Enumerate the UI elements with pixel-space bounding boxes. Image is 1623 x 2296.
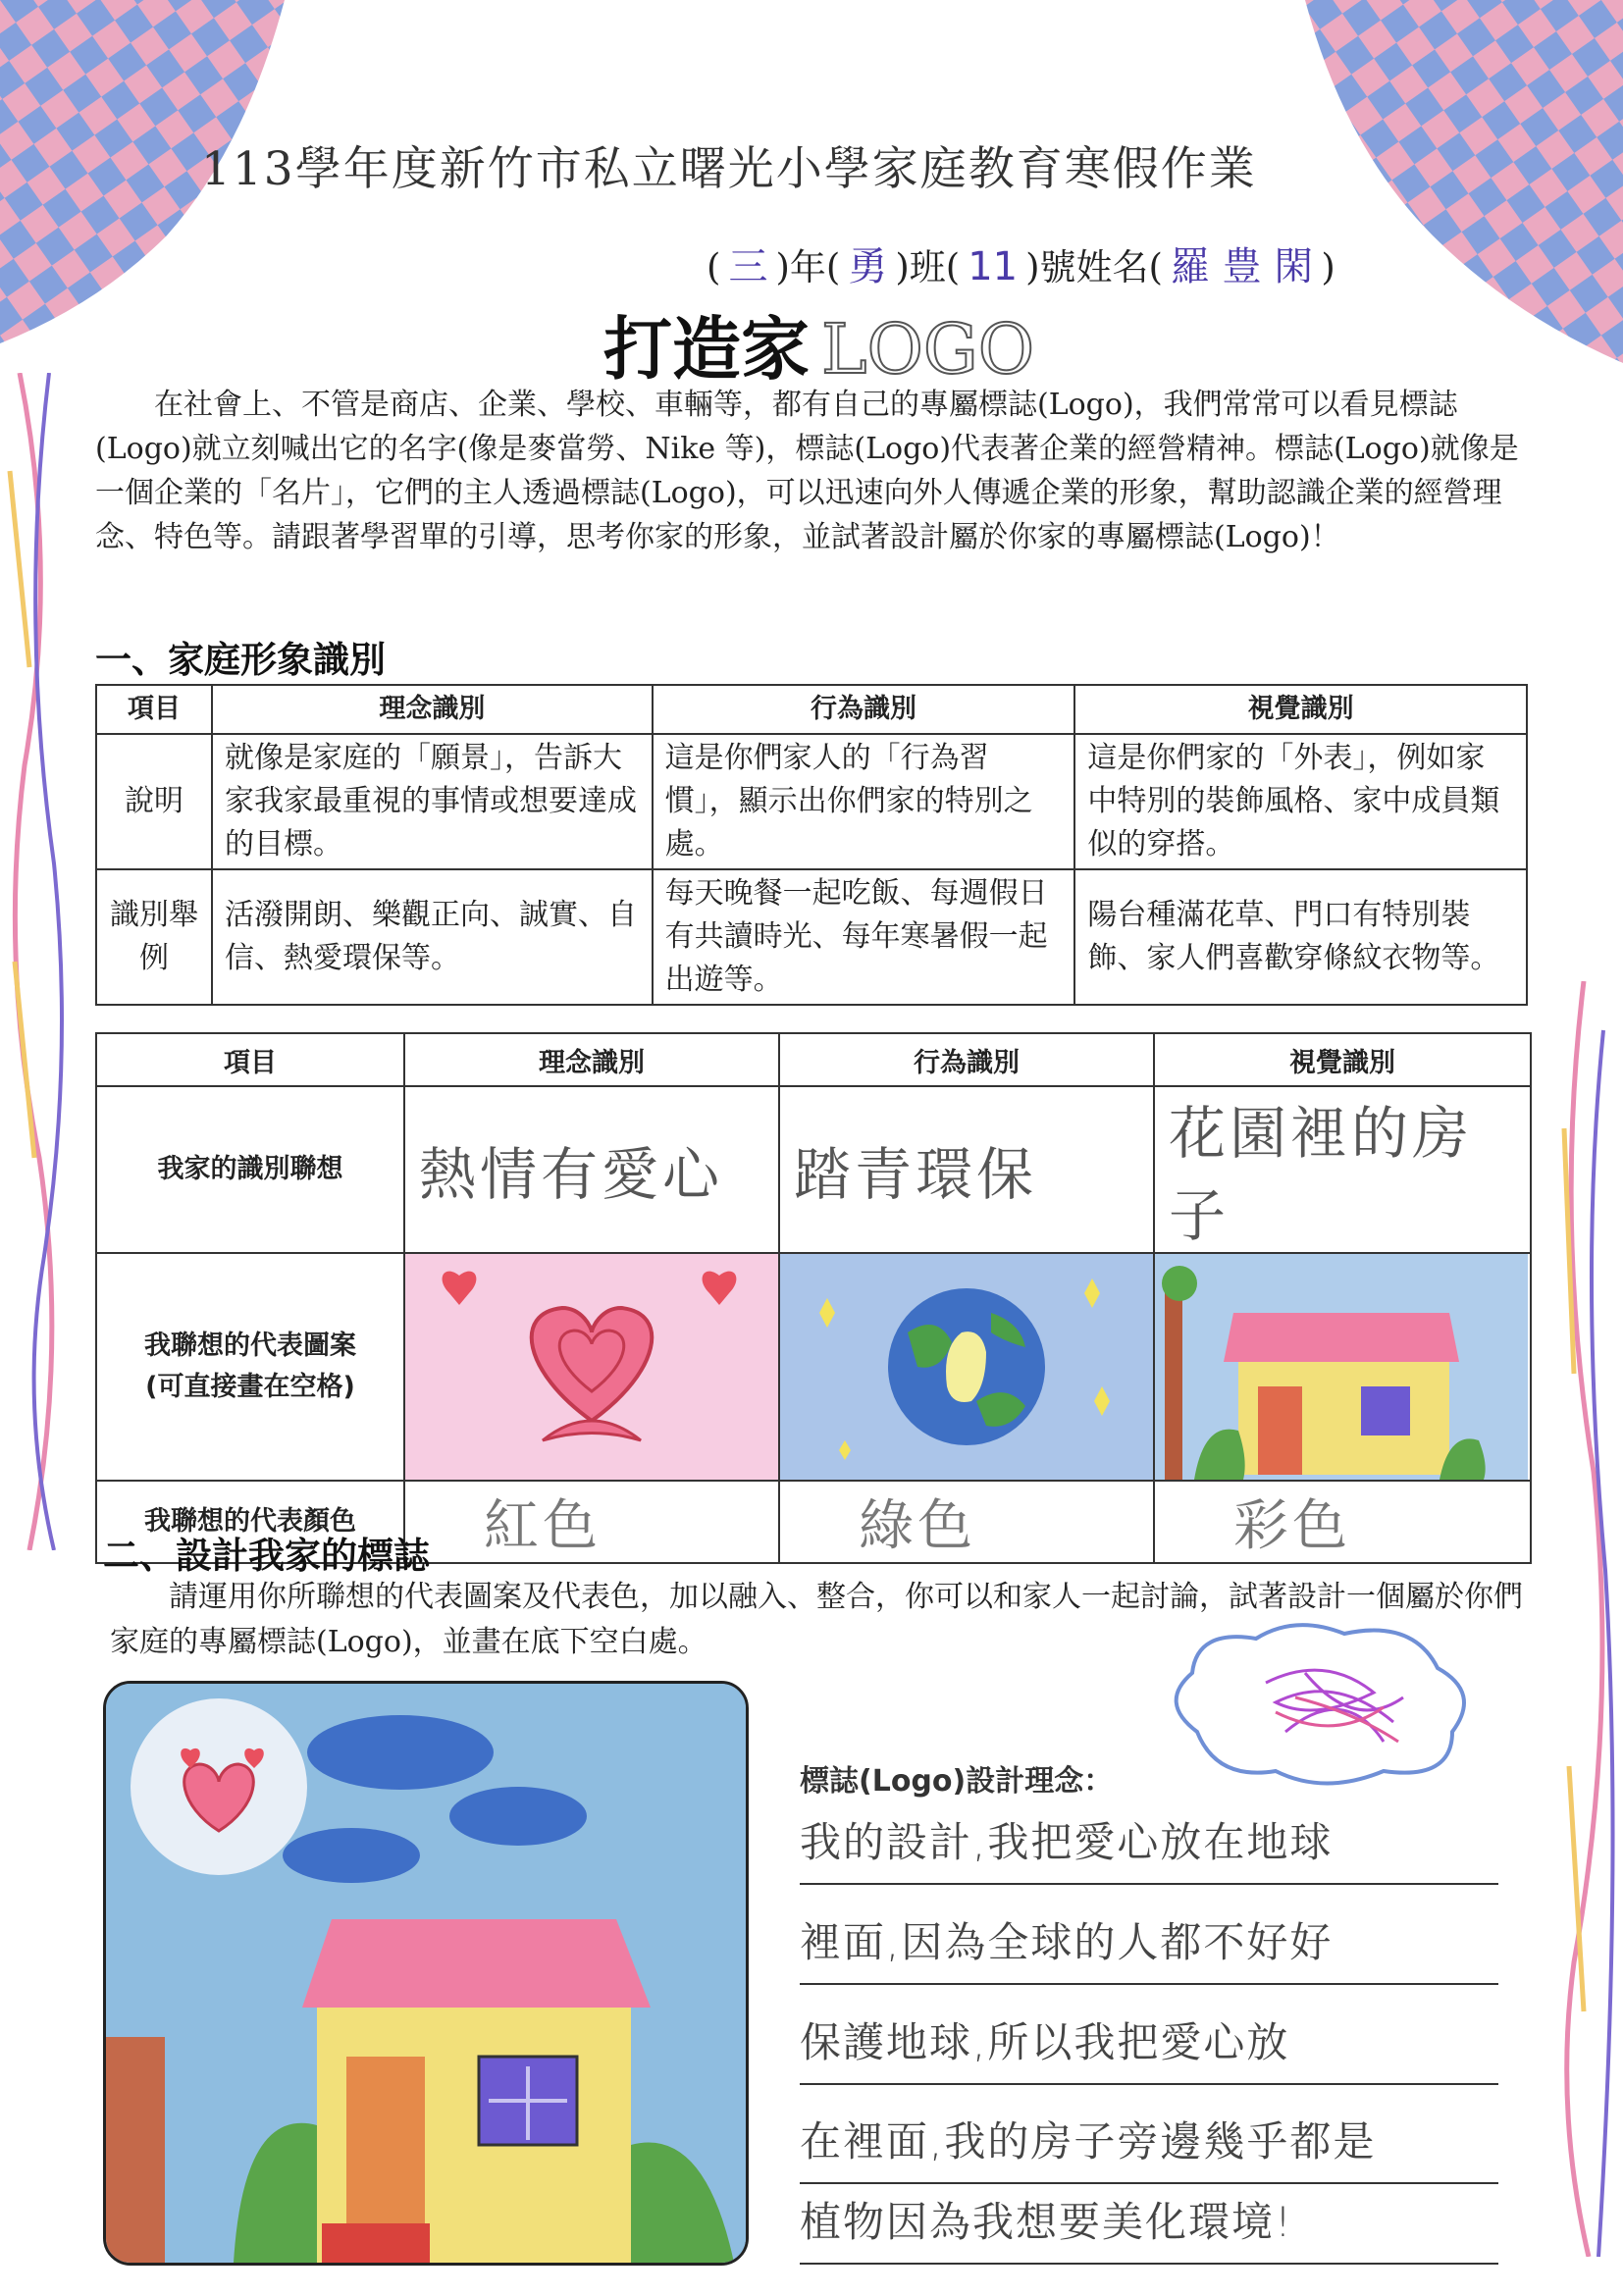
- row-label: [96, 1253, 404, 1481]
- heart-drawing: [404, 1253, 779, 1481]
- table-row: [96, 1086, 1531, 1253]
- family-association-table: [95, 1032, 1532, 1564]
- student-number: 11: [968, 244, 1019, 289]
- student-number-suffix: )號姓名(: [1025, 246, 1163, 288]
- row-label-line: 我聯想的代表圖案: [144, 1331, 356, 1361]
- table-header: 理念識別: [212, 685, 653, 734]
- scribble-cloud-drawing: [1158, 1614, 1482, 1791]
- section2-instruction: 請運用你所聯想的代表圖案及代表色，加以融入、整合，你可以和家人一起討論，試著設計一個屬於你們家庭的專屬標誌(Logo)，並畫在底下空白處。: [110, 1580, 1523, 1659]
- side-streamers-left: [0, 373, 79, 1550]
- identity-explanation-table: [95, 684, 1528, 1006]
- table-row: [96, 1253, 1531, 1481]
- table-header: 行為識別: [653, 685, 1075, 734]
- table-cell: 這是你們家的「外表」，例如家中特別的裝飾風格、家中成員類似的穿搭。: [1074, 734, 1527, 869]
- table-cell: 這是你們家人的「行為習慣」，顯示出你們家的特別之處。: [653, 734, 1075, 869]
- main-title-logo: LOGO: [821, 309, 1035, 390]
- worksheet-title: 113學年度新竹市私立曙光小學家庭教育寒假作業: [201, 142, 1257, 196]
- table-header: 視覺識別: [1154, 1033, 1531, 1086]
- row-label: 我家的識別聯想: [96, 1086, 404, 1253]
- handwritten-answer: 花園裡的房子: [1154, 1086, 1531, 1253]
- section2-heading: 二、設計我家的標誌: [103, 1535, 430, 1577]
- logo-drawing-area: [103, 1681, 749, 2266]
- design-concept-label: 標誌(Logo)設計理念：: [800, 1764, 1114, 1799]
- side-streamers-right: [1544, 981, 1623, 2257]
- section1-heading: 一、家庭形象識別: [95, 639, 386, 681]
- table-header: 項目: [96, 685, 212, 734]
- row-label: 說明: [96, 734, 212, 869]
- handwritten-answer: 彩色: [1154, 1481, 1531, 1563]
- student-grade: 三: [728, 244, 768, 289]
- intro-paragraph: 在社會上、不管是商店、企業、學校、車輛等，都有自己的專屬標誌(Logo)，我們常常可以看見標誌(Logo)就立刻喊出它的名字(像是麥當勞、Nike 等)，標誌(Logo)代表著企業的經營精神。標誌(Logo)就像是一個企業的「名片」，它們的主人透過標誌(Logo)，可以迅速向外人傳遞企業的形象，幫助認識企業的經營理念、特色等。請跟著學習單的引導，思考你家的形象，並試著設計屬於你家的專屬標誌(Logo)！: [95, 388, 1519, 554]
- table-header-row: [96, 685, 1527, 734]
- table-cell: 陽台種滿花草、門口有特別裝飾、家人們喜歡穿條紋衣物等。: [1074, 869, 1527, 1005]
- earth-drawing: [779, 1253, 1154, 1481]
- table-header: 項目: [96, 1033, 404, 1086]
- table-header: 行為識別: [779, 1033, 1154, 1086]
- student-info: [707, 235, 1335, 291]
- design-concept-line: 裡面,因為全球的人都不好好: [800, 1910, 1498, 1985]
- student-name: 羅 豊 閑: [1170, 244, 1314, 289]
- handwritten-answer: 綠色: [779, 1481, 1154, 1563]
- table-row: [96, 869, 1527, 1005]
- corner-decoration-right: [1266, 0, 1623, 373]
- row-label: 識別舉例: [96, 869, 212, 1005]
- row-label: 我聯想的代表顏色: [96, 1481, 404, 1563]
- design-concept-line: 植物因為我想要美化環境!: [800, 2190, 1498, 2265]
- handwritten-answer: 熱情有愛心: [404, 1086, 779, 1253]
- main-title: [603, 294, 1034, 393]
- row-label-line: (可直接畫在空格): [145, 1372, 355, 1402]
- student-class: 勇: [848, 244, 888, 289]
- design-concept-line: 我的設計,我把愛心放在地球: [800, 1810, 1498, 1885]
- student-info-close: ): [1321, 246, 1335, 288]
- handwritten-answer: 紅色: [404, 1481, 779, 1563]
- handwritten-answer: 踏青環保: [779, 1086, 1154, 1253]
- table-cell: 就像是家庭的「願景」，告訴大家我家最重視的事情或想要達成的目標。: [212, 734, 653, 869]
- main-title-text: 打造家: [603, 308, 810, 390]
- table-header-row: [96, 1033, 1531, 1086]
- student-class-suffix: )班(: [895, 246, 961, 288]
- design-concept-line: 保護地球,所以我把愛心放: [800, 2010, 1498, 2085]
- table-row: [96, 734, 1527, 869]
- table-header: 理念識別: [404, 1033, 779, 1086]
- student-info-open: (: [707, 246, 721, 288]
- student-grade-suffix: )年(: [775, 246, 841, 288]
- table-header: 視覺識別: [1074, 685, 1527, 734]
- garden-house-drawing: [1154, 1253, 1531, 1481]
- table-cell: 活潑開朗、樂觀正向、誠實、自信、熱愛環保等。: [212, 869, 653, 1005]
- design-concept-line: 在裡面,我的房子旁邊幾乎都是: [800, 2110, 1498, 2184]
- table-cell: 每天晚餐一起吃飯、每週假日有共讀時光、每年寒暑假一起出遊等。: [653, 869, 1075, 1005]
